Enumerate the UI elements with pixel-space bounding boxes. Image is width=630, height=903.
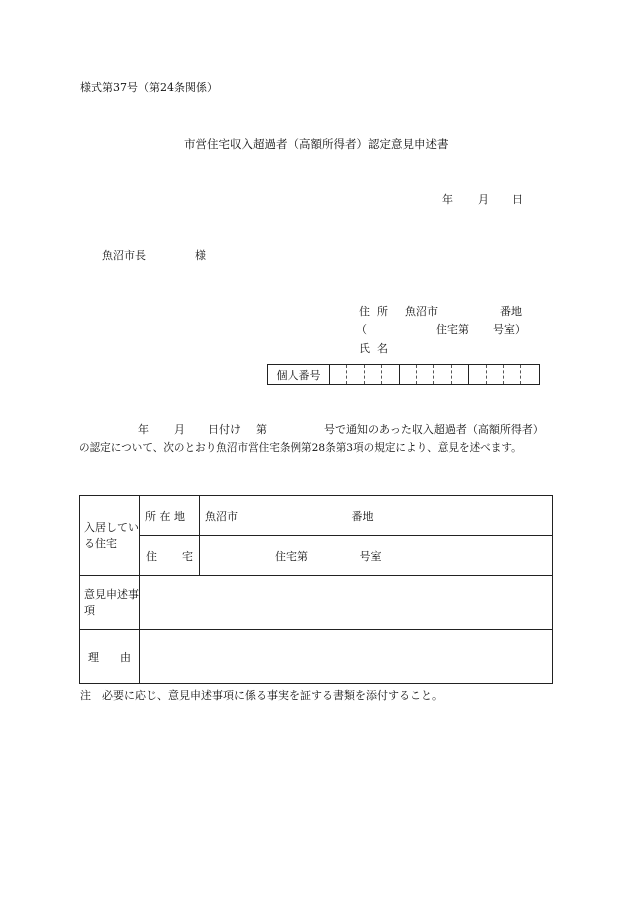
my-number-cell[interactable]	[504, 365, 521, 384]
reason-value[interactable]	[140, 630, 553, 684]
my-number-label: 個人番号	[268, 365, 330, 384]
name-label-2: 名	[377, 342, 388, 355]
house-goushitsu: 号室	[359, 549, 382, 563]
reason-label	[80, 630, 140, 684]
name-label-1: 氏	[359, 342, 370, 355]
reason-label-2: 由	[120, 650, 131, 664]
house-housing-dai: 住宅第	[275, 549, 308, 563]
my-number-cells[interactable]	[330, 365, 539, 384]
my-number-cell[interactable]	[521, 365, 538, 384]
house-label	[140, 536, 200, 576]
body-notice: 号で通知のあった収入超過者（高額所得者）	[324, 423, 544, 436]
address-housing-dai: 住宅第	[436, 323, 469, 336]
body-dai: 第	[256, 423, 267, 436]
address-goushitsu: 号室）	[493, 323, 526, 336]
reason-label-1: 理	[88, 650, 99, 664]
form-title: 市営住宅収入超過者（高額所得者）認定意見申述書	[184, 137, 449, 151]
residence-label: 入居している住宅	[80, 496, 140, 576]
house-label-1: 住	[146, 549, 157, 563]
location-city: 魚沼市	[205, 509, 238, 523]
location-label: 所 在 地	[140, 496, 200, 536]
address-label-2: 所	[377, 305, 388, 318]
my-number-cell[interactable]	[382, 365, 399, 384]
opinion-value[interactable]	[140, 576, 553, 630]
address-city: 魚沼市	[405, 305, 438, 318]
my-number-cell[interactable]	[487, 365, 504, 384]
my-number-cell[interactable]	[469, 365, 486, 384]
my-number-box	[267, 364, 540, 385]
house-value[interactable]	[200, 536, 553, 576]
my-number-cell[interactable]	[417, 365, 434, 384]
body-line2: の認定について、次のとおり魚沼市営住宅条例第28条第3項の規定により、意見を述べます。	[79, 442, 522, 454]
form-number: 様式第37号（第24条関係）	[80, 81, 218, 94]
house-label-2: 宅	[182, 549, 193, 563]
location-banchi: 番地	[351, 509, 374, 523]
my-number-cell[interactable]	[452, 365, 469, 384]
my-number-cell[interactable]	[434, 365, 451, 384]
date-year: 年	[442, 193, 453, 206]
address-paren-open: （	[356, 323, 367, 336]
addressee-name: 魚沼市長	[102, 249, 146, 262]
address-banchi: 番地	[500, 305, 522, 318]
location-value[interactable]	[200, 496, 553, 536]
opinion-table	[79, 495, 553, 684]
my-number-cell[interactable]	[330, 365, 347, 384]
body-date-suffix: 日付け	[208, 423, 241, 436]
opinion-label: 意見申述事項	[80, 576, 140, 630]
body-month: 月	[174, 423, 185, 436]
date-month: 月	[478, 193, 489, 206]
my-number-cell[interactable]	[365, 365, 382, 384]
address-label-1: 住	[359, 305, 370, 318]
date-day: 日	[512, 193, 523, 206]
footnote: 注 必要に応じ、意見申述事項に係る事実を証する書類を添付すること。	[80, 689, 443, 702]
body-year: 年	[138, 423, 149, 436]
my-number-cell[interactable]	[400, 365, 417, 384]
my-number-cell[interactable]	[347, 365, 364, 384]
addressee-honorific: 様	[195, 249, 206, 262]
